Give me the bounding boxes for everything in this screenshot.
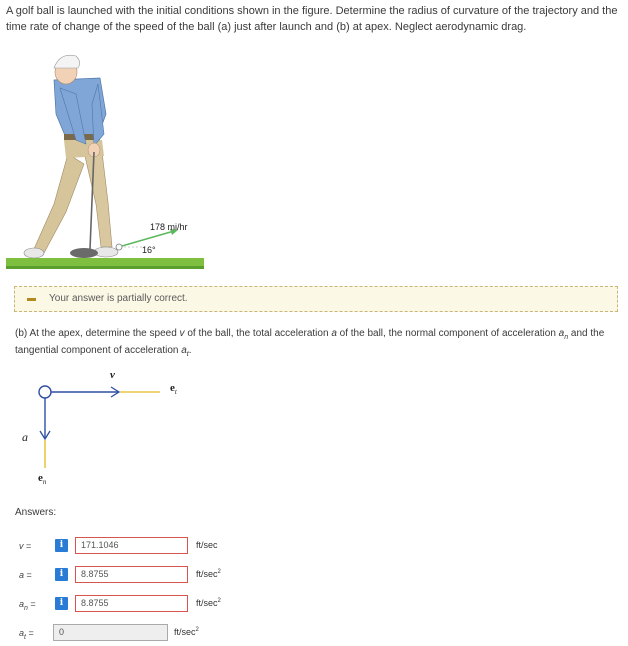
var-label: a = [19, 570, 32, 580]
answer-row-v [0, 537, 628, 557]
var-label: v = [19, 541, 32, 551]
answer-row-an [0, 595, 628, 615]
status-message: Your answer is partially correct. [49, 293, 188, 304]
answer-row-a [0, 566, 628, 586]
var-label: $a_t$ = [19, 628, 34, 641]
answers-label: Answers: [15, 507, 57, 518]
total-acceleration-input[interactable]: 8.8755 [75, 566, 188, 583]
speed-input[interactable]: 171.1046 [75, 537, 188, 554]
en-label: $e_n$ [38, 472, 47, 487]
golfer-figure [6, 44, 206, 276]
golf-ball [116, 244, 122, 250]
a-label: a [22, 430, 28, 444]
et-label: $e_t$ [170, 382, 177, 397]
info-icon[interactable]: i [55, 539, 68, 552]
answer-row-at [0, 624, 628, 644]
angle-label: 16° [142, 245, 156, 255]
normal-acceleration-input[interactable]: 8.8755 [75, 595, 188, 612]
partial-icon [27, 298, 36, 301]
unit-label: $ft/\sec^2$ [196, 569, 221, 579]
ground-grass [6, 258, 204, 267]
info-icon[interactable]: i [55, 597, 68, 610]
v-label: v [110, 369, 115, 381]
partial-correct-banner [14, 286, 618, 312]
ball-particle [39, 386, 51, 398]
info-icon[interactable]: i [55, 568, 68, 581]
apex-diagram [14, 364, 214, 504]
unit-label: $ft/\sec^2$ [196, 598, 221, 608]
part-b-question: (b) At the apex, determine the speed v of the ball, the total acceleration a of the ball, the normal component of acceleration $a_n$ and the tangential component of acceleration $a_t$. [15, 328, 605, 358]
velocity-vector [122, 231, 174, 246]
tangential-acceleration-input[interactable]: 0 [53, 624, 168, 641]
problem-statement: A golf ball is launched with the initial conditions shown in the figure. Determine the radius of curvature of the trajectory and the time rate of change of the speed of the ball (a) just after launch and (b) at apex. Neglect aerodynamic drag. [6, 5, 618, 33]
var-label: $a_n$ = [19, 599, 36, 612]
unit-label: ft/sec [196, 540, 218, 550]
speed-label: 178 mi/hr [150, 222, 188, 232]
unit-label: $ft/\sec^2$ [174, 627, 199, 637]
